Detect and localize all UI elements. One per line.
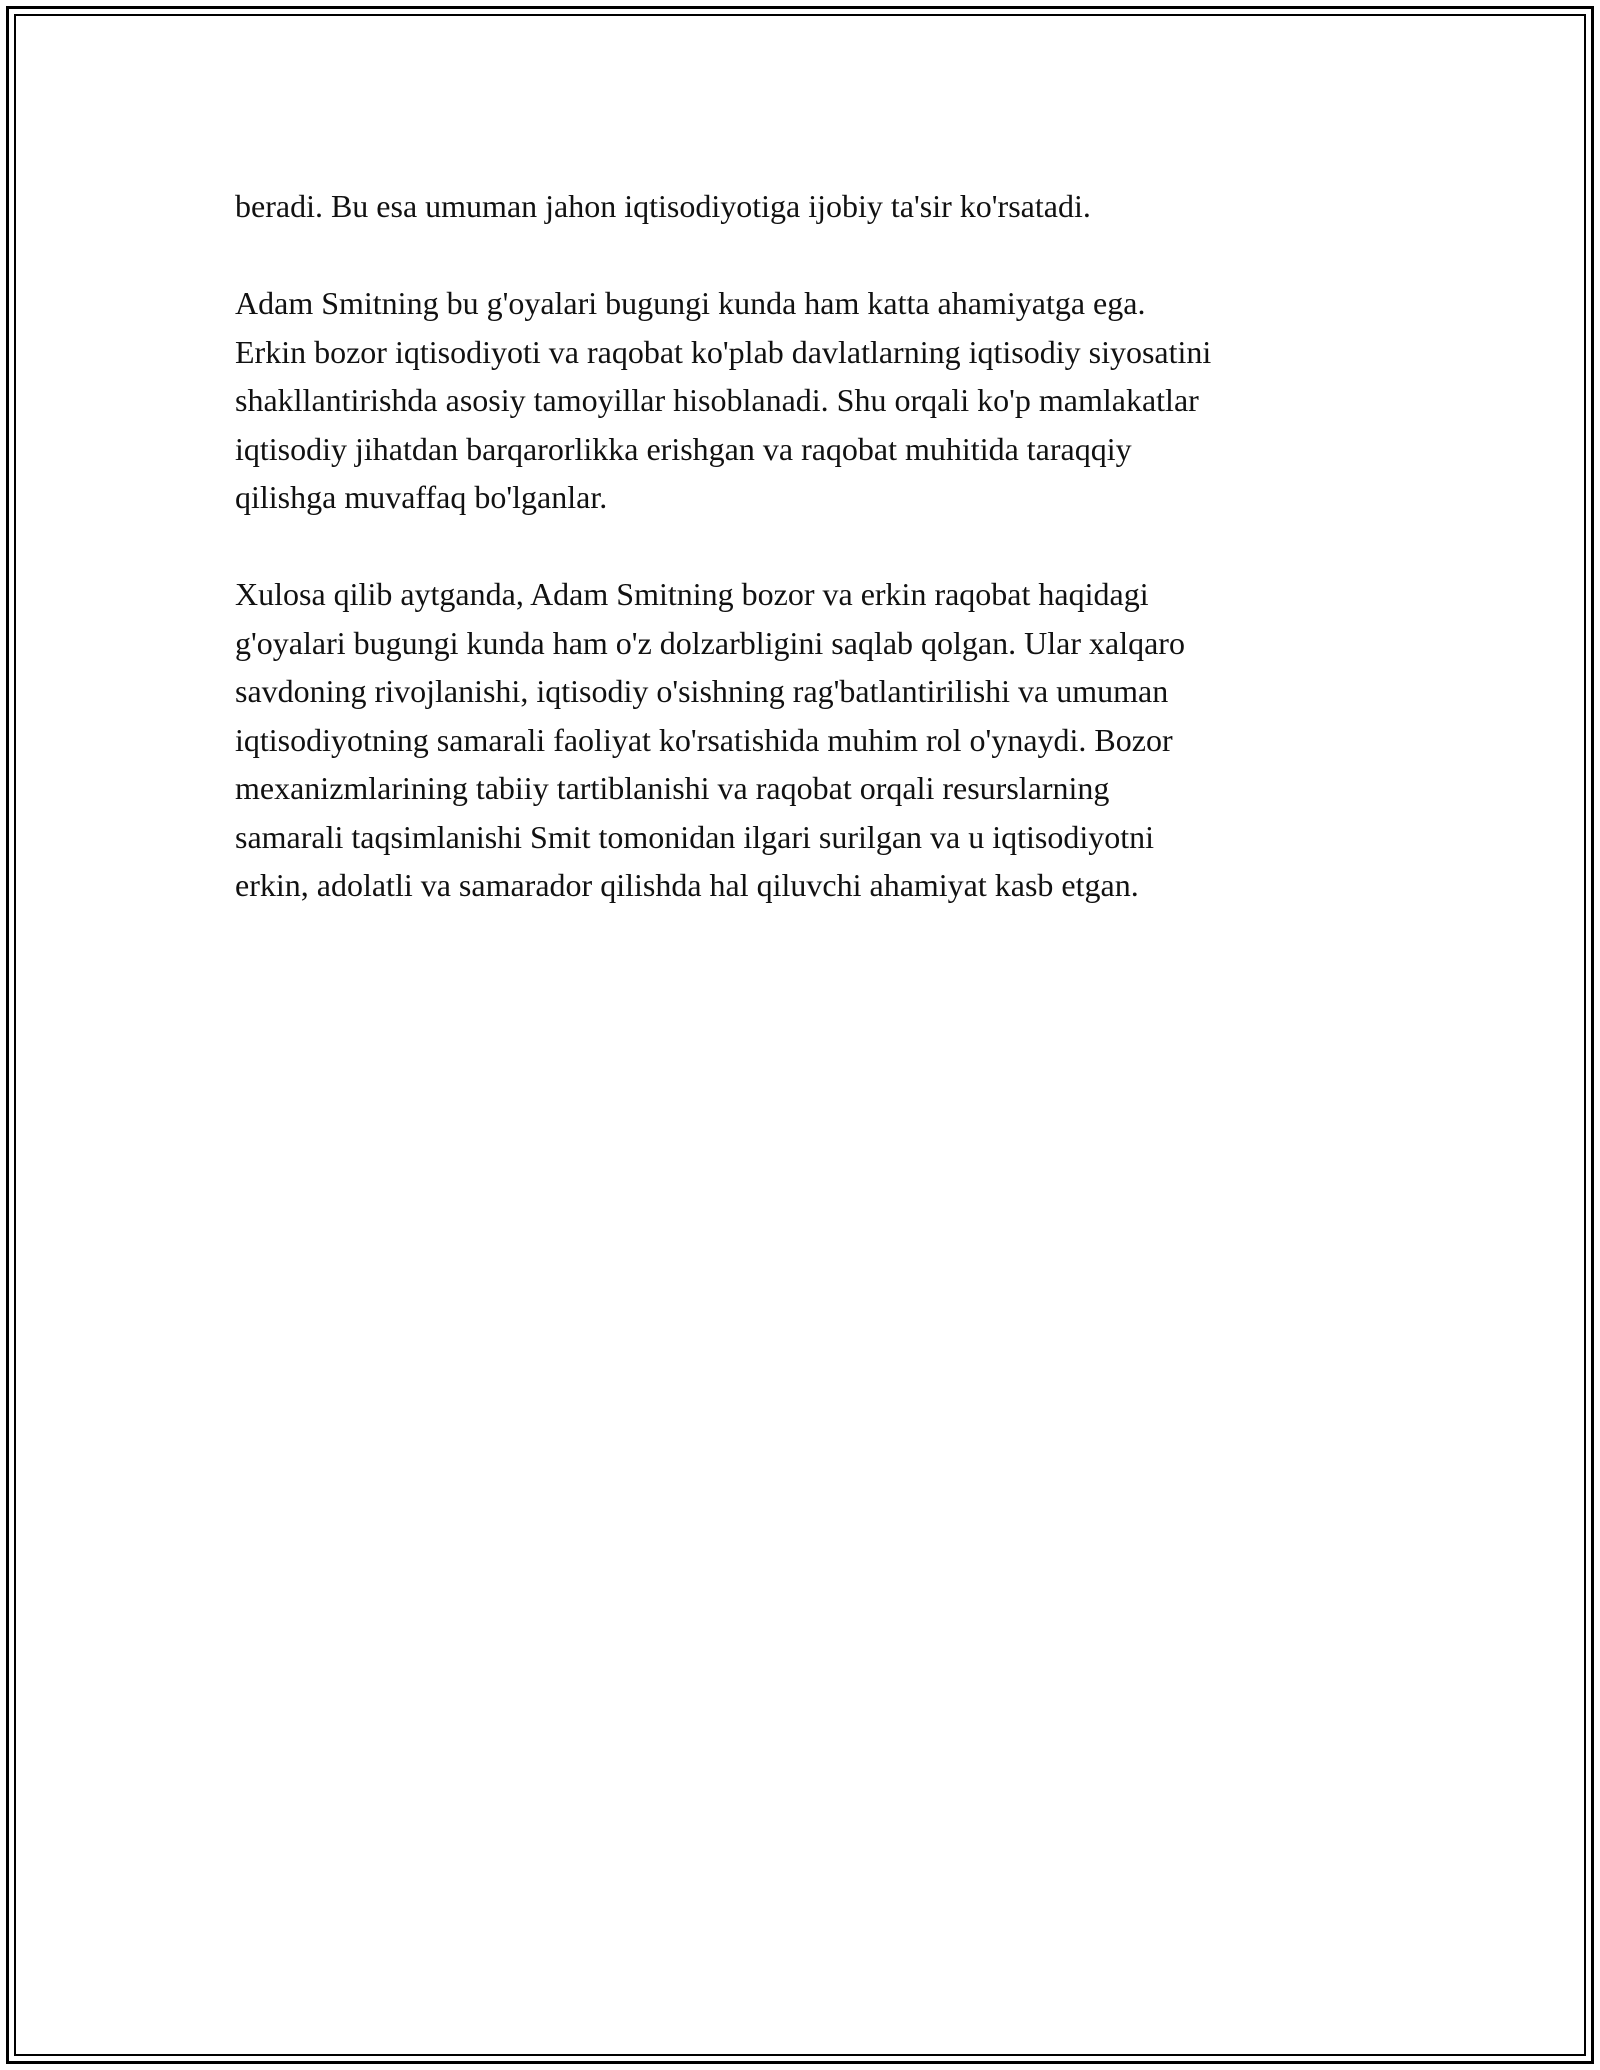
paragraph-smith-ideas-relevance: Adam Smitning bu g'oyalari bugungi kunda ham katta ahamiyatga ega. Erkin bozor iqtisodiyoti va raqobat ko'plab davlatlarning iqtisodiy siyosatini shakllantirishda asosiy tamoyillar hisoblanadi. Shu orqali ko'p mamlakatlar iqtisodiy jihatdan barqarorlikka erishgan va raqobat muhitida taraqqiy qilishga muvaffaq bo'lganlar. bbox=[235, 285, 1212, 515]
document-body bbox=[235, 182, 1385, 958]
paragraph-continuation: beradi. Bu esa umuman jahon iqtisodiyotiga ijobiy ta'sir ko'rsatadi. bbox=[235, 188, 1091, 224]
paragraph-conclusion: Xulosa qilib aytganda, Adam Smitning bozor va erkin raqobat haqidagi g'oyalari bugungi kunda ham o'z dolzarbligini saqlab qolgan. Ular xalqaro savdoning rivojlanishi, iqtisodiy o'sishning rag'batlantirilishi va umuman iqtisodiyotning samarali faoliyat ko'rsatishida muhim rol o'ynaydi. Bozor mexanizmlarining tabiiy tartiblanishi va raqobat orqali resurslarning samarali taqsimlanishi Smit tomonidan ilgari surilgan va u iqtisodiyotni erkin, adolatli va samarador qilishda hal qiluvchi ahamiyat kasb etgan. bbox=[235, 576, 1185, 903]
